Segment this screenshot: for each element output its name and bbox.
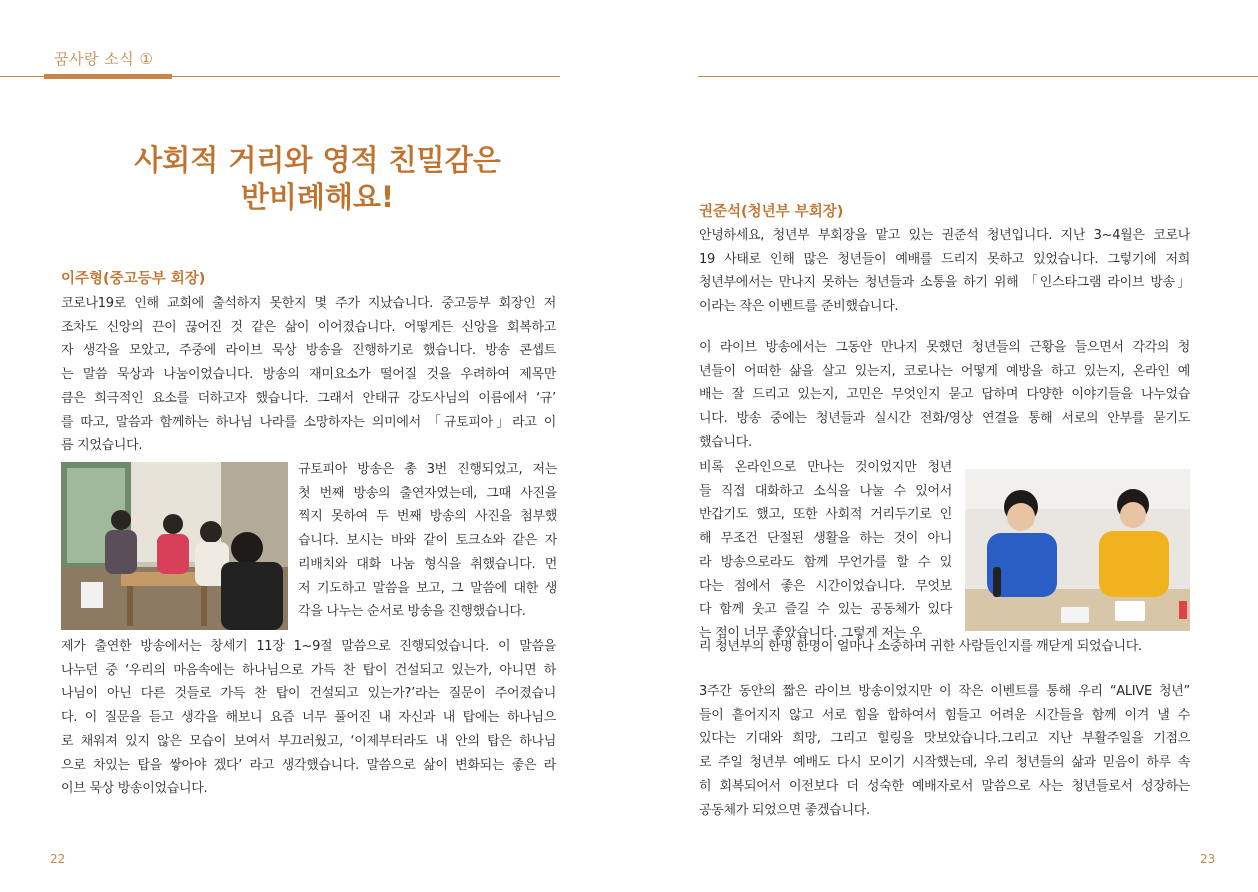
article-title-line: 사회적 거리와 영적 친밀감은 bbox=[134, 143, 501, 177]
text-line: 라 방송으로라도 함께 무언가를 할 수 있 bbox=[699, 554, 952, 570]
left-paragraph-1 bbox=[61, 292, 556, 458]
text-line: 해 무조건 단절된 생활을 하는 것이 아니 bbox=[699, 531, 952, 547]
text-line: 있다는 기대와 희망, 그리고 힐링을 맛보았습니다.그리고 지난 부활주일을 기점으 bbox=[699, 731, 1190, 747]
section-label: 꿈사랑 소식 ① bbox=[54, 50, 154, 68]
text-line: 각을 나누는 순서로 방송을 진행했습니다. bbox=[298, 604, 526, 620]
text-line: 제가 출연한 방송에서는 창세기 11장 1~9절 말씀으로 진행되었습니다. 이 말씀을 bbox=[61, 639, 556, 654]
right-paragraph-3-tail bbox=[699, 635, 1190, 659]
text-line: 배는 잘 드리고 있는지, 고민은 무엇인지 묻고 답하며 다양한 이야기들을 나누었습 bbox=[699, 387, 1190, 403]
text-line: 로 주일 청년부 예배도 다시 모이기 시작했는데, 우리 청년들의 삶과 믿음이 하루 속 bbox=[699, 755, 1190, 771]
author-left: 이주형(중고등부 회장) bbox=[61, 271, 206, 287]
text-line: 리 청년부의 한명 한명이 얼마나 소중하며 귀한 사람들인지를 깨닫게 되었습니다. bbox=[699, 639, 1142, 654]
text-line: 3주간 동안의 짧은 라이브 방송이었지만 이 작은 이벤트를 통해 우리 “ALIVE 청년” bbox=[699, 684, 1190, 699]
text-line: 는 점이 너무 좋았습니다. 그렇게 저는 우 bbox=[699, 625, 922, 641]
text-line: 공동체가 되었으면 좋겠습니다. bbox=[699, 802, 870, 818]
text-line: 이라는 작은 이벤트를 준비했습니다. bbox=[699, 299, 899, 315]
author-right: 권준석(청년부 부회장) bbox=[699, 204, 844, 220]
photo-youth-live bbox=[965, 469, 1190, 631]
text-line: 비록 온라인으로 만나는 것이었지만 청년 bbox=[699, 460, 952, 475]
text-line: 규토피아 방송은 총 3번 진행되었고, 저는 bbox=[298, 462, 557, 477]
text-line: 찍지 못하여 두 번째 방송의 사진을 첨부했 bbox=[298, 509, 557, 525]
text-line: 이브 묵상 방송이었습니다. bbox=[61, 781, 208, 797]
text-line: 안녕하세요, 청년부 부회장을 맡고 있는 권준석 청년입니다. 지난 3~4월은 코로나 bbox=[699, 228, 1190, 243]
page-number-left: 22 bbox=[50, 852, 66, 866]
right-paragraph-3 bbox=[699, 456, 952, 646]
article-title bbox=[60, 142, 575, 216]
text-line: 19 사태로 인해 많은 청년들이 예배를 드리지 못하고 있었습니다. 그렇기에 저희 bbox=[699, 251, 1190, 267]
text-line: 코로나19로 인해 교회에 출석하지 못한지 몇 주가 지났습니다. 중고등부 회장인 저 bbox=[61, 296, 556, 311]
text-line: 청년부에서는 만나지 못하는 청년들과 소통을 하기 위해 「인스타그램 라이브 방송」 bbox=[699, 275, 1190, 291]
left-paragraph-3 bbox=[61, 635, 556, 801]
article-title-line: 반비례해요! bbox=[240, 180, 395, 214]
photo-youth-broadcast-image bbox=[61, 462, 288, 630]
text-line: 다는 점에서 좋은 시간이었습니다. 무엇보 bbox=[699, 578, 952, 594]
text-line: 첫 번째 방송의 출연자였는데, 그때 사진을 bbox=[298, 485, 557, 501]
left-paragraph-2 bbox=[298, 458, 557, 624]
text-line: 다. 이 질문을 듣고 생각을 해보니 요즘 너무 풀어진 내 자신과 내 탑에는 하나님으 bbox=[61, 710, 556, 726]
page-number-right: 23 bbox=[1200, 852, 1216, 866]
text-line: 조차도 신앙의 끈이 끊어진 것 같은 삶이 이어졌습니다. 어떻게든 신앙을 회복하고 bbox=[61, 319, 556, 335]
text-line: 으로 차있는 탑을 쌓아야 겠다’ 라고 생각했습니다. 말씀으로 삶이 변화되는 좋은 라 bbox=[61, 757, 556, 773]
text-line: 나님이 아닌 다른 것들로 가득 찬 탑이 건설되고 있는가?’라는 질문이 주어졌습니 bbox=[61, 686, 556, 702]
text-line: 니다. 방송 중에는 청년들과 실시간 전화/영상 연결을 통해 서로의 안부를 묻기도 bbox=[699, 411, 1190, 427]
text-line: 다 함께 웃고 즐길 수 있는 공동체가 있다 bbox=[699, 602, 952, 618]
right-paragraph-4 bbox=[699, 680, 1190, 822]
photo-youth-broadcast bbox=[61, 462, 288, 630]
header-rule-right bbox=[698, 76, 1258, 77]
text-line: 큼은 희극적인 요소를 더하고자 했습니다. 그래서 안태규 강도사님의 이름에서 ‘규’ bbox=[61, 390, 556, 406]
text-line: 나누던 중 ‘우리의 마음속에는 하나님으로 가득 찬 탑이 건설되고 있는가, 아니면 하 bbox=[61, 662, 556, 678]
text-line: 히 회복되어서 이전보다 더 성숙한 예배자로서 말씀으로 사는 청년들로서 성장하는 bbox=[699, 778, 1190, 794]
text-line: 했습니다. bbox=[699, 434, 752, 450]
text-line: 자 생각을 모았고, 주중에 라이브 묵상 방송을 진행하기로 했습니다. 방송 콘셉트 bbox=[61, 343, 556, 359]
photo-youth-live-image bbox=[965, 469, 1190, 631]
text-line: 를 따고, 말씀과 함께하는 하나님 나라를 소망하자는 의미에서 「규토피아」라고 이 bbox=[61, 414, 556, 430]
text-line: 이 라이브 방송에서는 그동안 만나지 못했던 청년들의 근황을 들으면서 각각의 청 bbox=[699, 340, 1190, 355]
text-line: 저 기도하고 말씀을 보고, 그 말씀에 대한 생 bbox=[298, 580, 557, 596]
text-line: 년들이 어떠한 삶을 살고 있는지, 코로나는 어떻게 예방을 하고 있는지, 온라인 예 bbox=[699, 363, 1190, 379]
text-line: 들이 흩어지지 않고 서로 힘을 합하여서 힘들고 어려운 시간들을 함께 이겨 낼 수 bbox=[699, 707, 1190, 723]
text-line: 리배치와 대화 나눔 형식을 취했습니다. 먼 bbox=[298, 556, 557, 572]
right-paragraph-1 bbox=[699, 224, 1190, 319]
text-line: 는 말씀 묵상과 나눔이었습니다. 방송의 재미요소가 떨어질 것을 우려하여 제목만 bbox=[61, 367, 556, 383]
text-line: 습니다. 보시는 바와 같이 토크쇼와 같은 자 bbox=[298, 533, 557, 549]
header-rule-tab bbox=[44, 74, 172, 79]
text-line: 로 채워져 있지 않은 모습이 보여서 부끄러웠고, ‘이제부터라도 내 안의 탑은 하나님 bbox=[61, 733, 556, 749]
text-line: 름 지었습니다. bbox=[61, 438, 143, 454]
right-paragraph-2 bbox=[699, 336, 1190, 455]
text-line: 들 직접 대화하고 소식을 나눌 수 있어서 bbox=[699, 483, 952, 499]
text-line: 반갑기도 했고, 또한 사회적 거리두기로 인 bbox=[699, 507, 952, 523]
